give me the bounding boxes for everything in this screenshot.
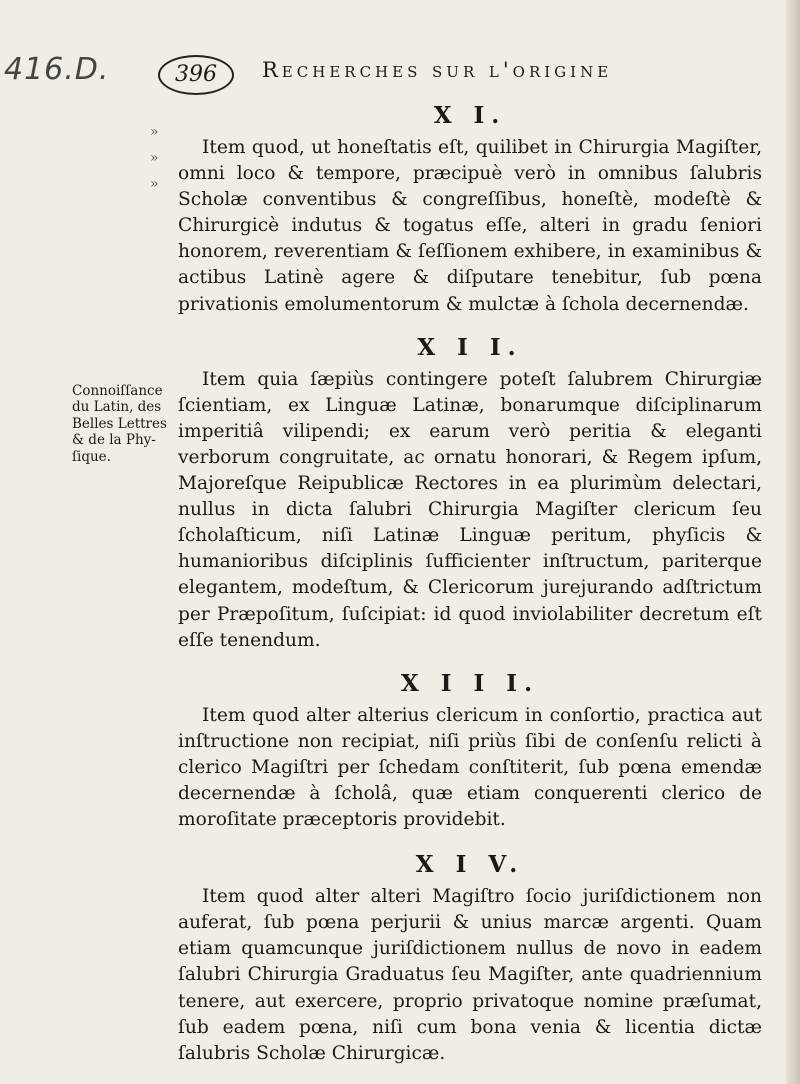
margin-note-line: du Latin, des <box>72 399 162 416</box>
section-heading: X I V. <box>415 851 525 879</box>
running-head: Recherches sur l'origine <box>262 58 613 82</box>
section-paragraph: Item quia ſæpiùs contingere poteſt ſalubrem Chirurgiæ ſcientiam, ex Linguæ Latinæ, bonarumque diſciplinarum imperitiâ vilipendi; ex earum verò peritia & eleganti verborum congruitate, ac ornatu honorari, & Regem ipſum, Majoreſque Reipublicæ Rectores in ea plurimùm delectari, nullus in dicta ſalubri Chirurgia Magiſter clericum ſeu ſcholaſticum, niſi Latinæ Linguæ peritum, phyſicis & humanioribus diſciplinis ſufficienter inſtructum, pariterque elegantem, modeſtum, & Clericorum jurejurando adſtrictum per Præpoſitum, ſuſcipiat: id quod inviolabiliter decretum eſt eſſe tenendum. <box>178 368 762 651</box>
section-heading: X I I I. <box>400 669 540 697</box>
margin-note <box>72 383 180 465</box>
section-heading: X I I. <box>417 333 523 361</box>
section-paragraph: Item quod alter alterius clericum in conſortio, practica aut inſtructione non recipiat, niſi priùs ſibi de conſenſu relicti à clerico Magiſtri per ſchedam conſtiterit, ſub pœna emendæ decernendæ à ſcholâ, quæ etiam conquerenti clerico de moroſitate præceptoris providebit. <box>178 704 762 831</box>
section-paragraph: Item quod, ut honeſtatis eſt, quilibet in Chirurgia Magiſter, omni loco & tempore, præcipuè verò in omnibus ſalubris Scholæ conventibus & congreſſibus, honeſtè, modeſtè & Chirurgicè indutus & togatus eſſe, alteri in gradu ſeniori honorem, reverentiam & ſeſſionem exhibere, in examinibus & actibus Latinè agere & diſputare tenebitur, ſub pœna privationis emolumentorum & mulctæ à ſchola decernendæ. <box>178 137 762 315</box>
margin-note-line: & de la Phy- <box>72 432 156 449</box>
section-heading: X I. <box>433 102 507 129</box>
quote-mark: » <box>150 124 159 140</box>
main-text <box>178 98 762 1067</box>
margin-note-line: Belles Lettres <box>72 415 167 432</box>
margin-note-line: ſique. <box>72 448 111 465</box>
quote-mark: » <box>150 150 159 166</box>
margin-note-line: Connoiſſance <box>72 383 163 399</box>
quote-mark: » <box>150 176 159 192</box>
page-gutter-shadow <box>786 0 800 1084</box>
shelfmark: 416.D. <box>4 52 110 87</box>
section-paragraph: Item quod alter alteri Magiſtro ſocio juriſdictionem non auferat, ſub pœna perjurii & unius marcæ argenti. Quam etiam quamcunque juriſdictionem nullus de novo in eadem ſalubri Chirurgia Graduatus ſeu Magiſter, ante quadriennium tenere, aut exercere, proprio privatoque nomine præſumat, ſub eadem pœna, niſi cum bona venia & licentia dictæ ſalubris Scholæ Chirurgicæ. <box>178 886 762 1064</box>
page-number: 396 <box>158 55 234 95</box>
